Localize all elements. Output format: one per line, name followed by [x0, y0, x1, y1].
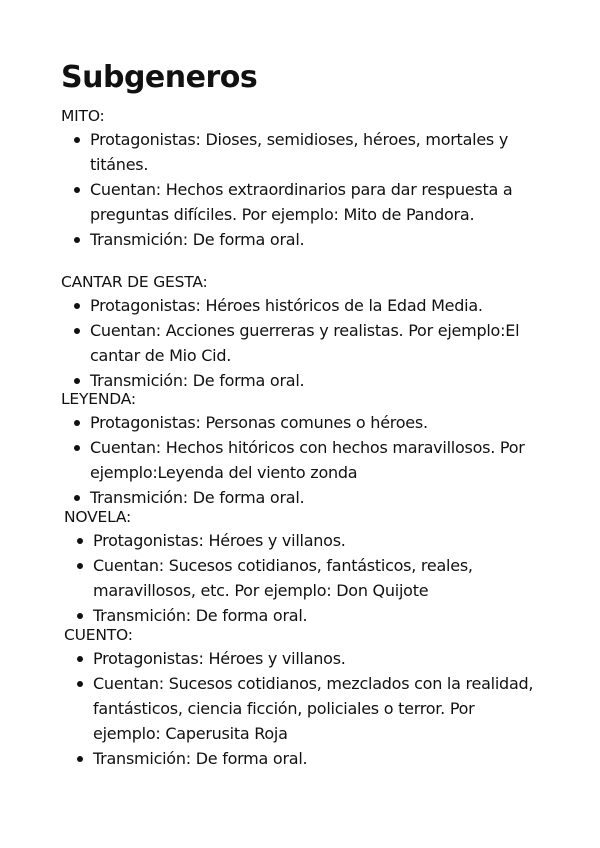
section-label: MITO: — [61, 107, 105, 125]
list-item-text: Transmición: De forma oral. — [90, 230, 305, 249]
bullet-icon — [74, 420, 80, 426]
list-item — [90, 177, 541, 227]
bullet-icon — [74, 187, 80, 193]
section-leyenda — [61, 388, 541, 510]
bullet-icon — [77, 656, 83, 662]
bullet-list — [64, 646, 544, 771]
list-item — [90, 435, 541, 485]
list-item-text: Cuentan: Sucesos cotidianos, fantásticos, reales, maravillosos, etc. Por ejemplo: Don Quijote — [93, 556, 473, 600]
section-label: CANTAR DE GESTA: — [61, 273, 208, 291]
list-item — [90, 127, 541, 177]
bullet-icon — [77, 563, 83, 569]
list-item — [90, 318, 541, 368]
bullet-list — [61, 410, 541, 510]
bullet-icon — [74, 303, 80, 309]
section-label: CUENTO: — [64, 626, 133, 644]
list-item-text: Transmición: De forma oral. — [90, 488, 305, 507]
list-item-text: Cuentan: Hechos hitóricos con hechos maravillosos. Por ejemplo:Leyenda del viento zonda — [90, 438, 525, 482]
list-item-text: Protagonistas: Héroes históricos de la Edad Media. — [90, 296, 483, 315]
list-item-text: Protagonistas: Héroes y villanos. — [93, 531, 346, 550]
list-item-text: Protagonistas: Personas comunes o héroes. — [90, 413, 428, 432]
section-mito — [61, 105, 541, 252]
list-item-text: Transmición: De forma oral. — [90, 371, 305, 390]
list-item-text: Cuentan: Acciones guerreras y realistas. Por ejemplo:El cantar de Mio Cid. — [90, 321, 520, 365]
list-item-text: Protagonistas: Dioses, semidioses, héroes, mortales y titánes. — [90, 130, 509, 174]
page-title: Subgeneros — [61, 60, 258, 95]
list-item — [93, 746, 544, 771]
list-item-text: Protagonistas: Héroes y villanos. — [93, 649, 346, 668]
bullet-icon — [77, 681, 83, 687]
list-item-text: Cuentan: Hechos extraordinarios para dar respuesta a preguntas difíciles. Por ejemplo: Mito de Pandora. — [90, 180, 513, 224]
section-label: NOVELA: — [64, 508, 132, 526]
bullet-list — [61, 127, 541, 252]
section-cantar-de-gesta — [61, 271, 541, 393]
section-cuento — [64, 624, 544, 771]
bullet-icon — [74, 328, 80, 334]
bullet-icon — [74, 237, 80, 243]
bullet-icon — [77, 538, 83, 544]
bullet-icon — [74, 495, 80, 501]
bullet-icon — [77, 613, 83, 619]
section-novela — [64, 506, 544, 628]
list-item — [90, 293, 541, 318]
bullet-icon — [74, 378, 80, 384]
list-item-text: Transmición: De forma oral. — [93, 606, 308, 625]
bullet-icon — [74, 445, 80, 451]
bullet-list — [64, 528, 544, 628]
list-item-text: Cuentan: Sucesos cotidianos, mezclados con la realidad, fantásticos, ciencia ficción, policiales o terror. Por ejemplo: Caperusita Roja — [93, 674, 534, 743]
list-item — [93, 671, 544, 746]
list-item — [90, 410, 541, 435]
section-label: LEYENDA: — [61, 390, 136, 408]
list-item — [93, 553, 544, 603]
bullet-icon — [77, 756, 83, 762]
list-item-text: Transmición: De forma oral. — [93, 749, 308, 768]
bullet-list — [61, 293, 541, 393]
list-item — [93, 646, 544, 671]
bullet-icon — [74, 137, 80, 143]
list-item — [90, 227, 541, 252]
list-item — [93, 528, 544, 553]
